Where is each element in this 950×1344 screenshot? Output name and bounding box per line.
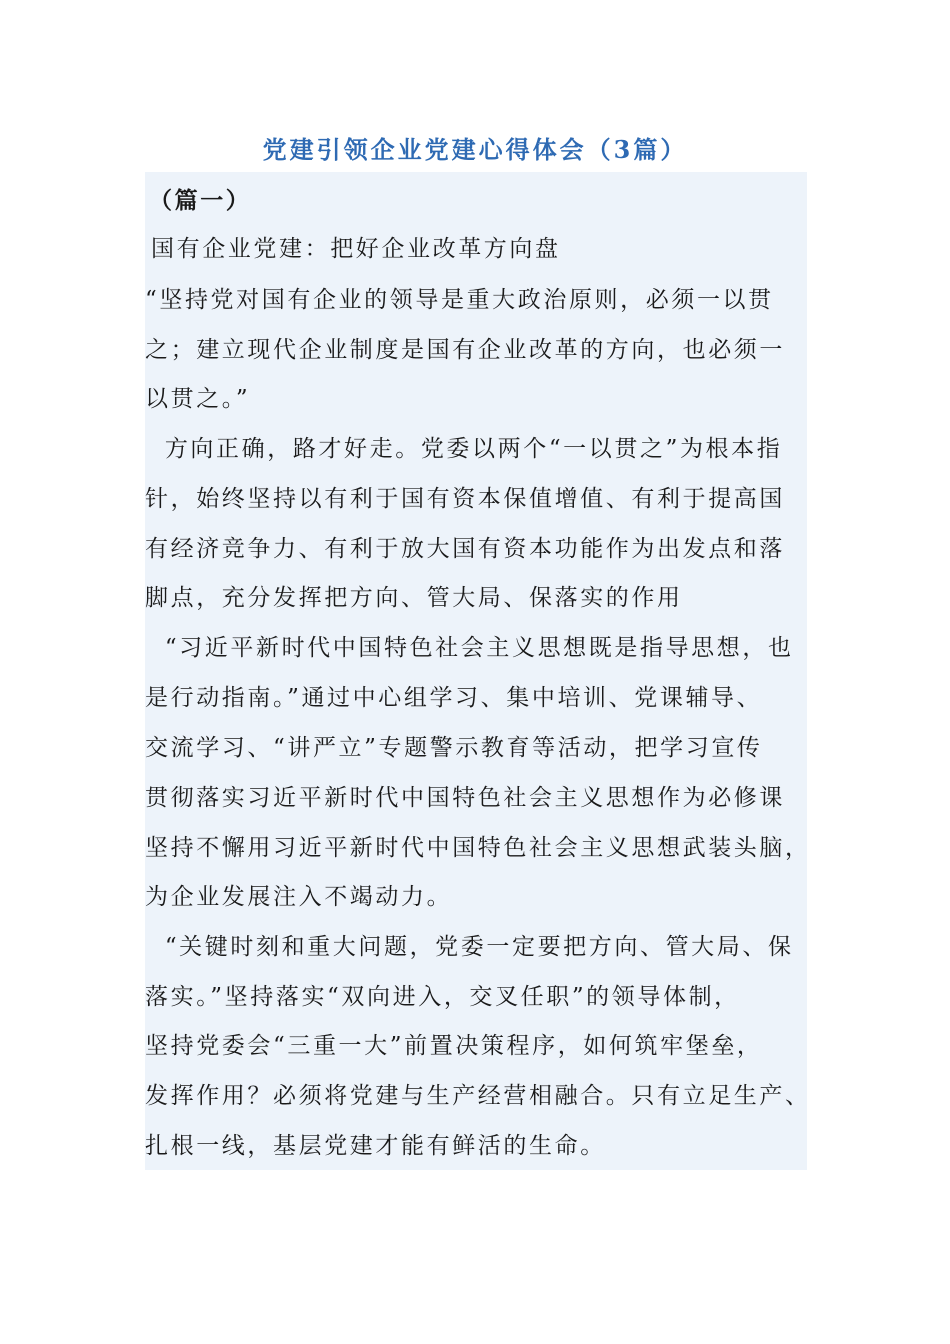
paragraph-line: 落实。”坚持落实“双向进入，交叉任职”的领导体制， <box>145 984 740 1010</box>
paragraph-line: 坚持不懈用习近平新时代中国特色社会主义思想武装头脑， <box>145 835 811 861</box>
paragraph-line: “习近平新时代中国特色社会主义思想既是指导思想，也 <box>145 635 794 661</box>
document-title: 党建引领企业党建心得体会（3篇） <box>262 135 688 164</box>
paragraph-line: “坚持党对国有企业的领导是重大政治原则，必须一以贯 <box>145 287 774 313</box>
paragraph-line: 针，始终坚持以有利于国有资本保值增值、有利于提高国 <box>145 486 785 512</box>
paragraph-line: “关键时刻和重大问题，党委一定要把方向、管大局、保 <box>145 934 794 960</box>
content-block <box>145 172 811 1170</box>
paragraph-line: 贯彻落实习近平新时代中国特色社会主义思想作为必修课 <box>145 785 785 811</box>
paragraph-line: 方向正确，路才好走。党委以两个“一以贯之”为根本指 <box>145 436 783 462</box>
subtitle-line: 国有企业党建：把好企业改革方向盘 <box>151 236 561 262</box>
paragraph-line: 有经济竞争力、有利于放大国有资本功能作为出发点和落 <box>145 536 785 562</box>
paragraph-line: 坚持党委会“三重一大”前置决策程序，如何筑牢堡垒， <box>145 1033 763 1059</box>
section-heading: （篇一） <box>149 187 252 214</box>
paragraph-line: 是行动指南。”通过中心组学习、集中培训、党课辅导、 <box>145 685 763 711</box>
paragraph-line: 交流学习、“讲严立”专题警示教育等活动，把学习宣传 <box>145 735 763 761</box>
paragraph-line: 发挥作用？必须将党建与生产经营相融合。只有立足生产、 <box>145 1083 811 1109</box>
paragraph-line: 之；建立现代企业制度是国有企业改革的方向，也必须一 <box>145 337 785 363</box>
paragraph-line: 以贯之。” <box>145 386 251 412</box>
paragraph-line: 扎根一线，基层党建才能有鲜活的生命。 <box>145 1133 606 1159</box>
paragraph-line: 为企业发展注入不竭动力。 <box>145 884 453 910</box>
paragraph-line: 脚点，充分发挥把方向、管大局、保落实的作用 <box>145 585 683 611</box>
